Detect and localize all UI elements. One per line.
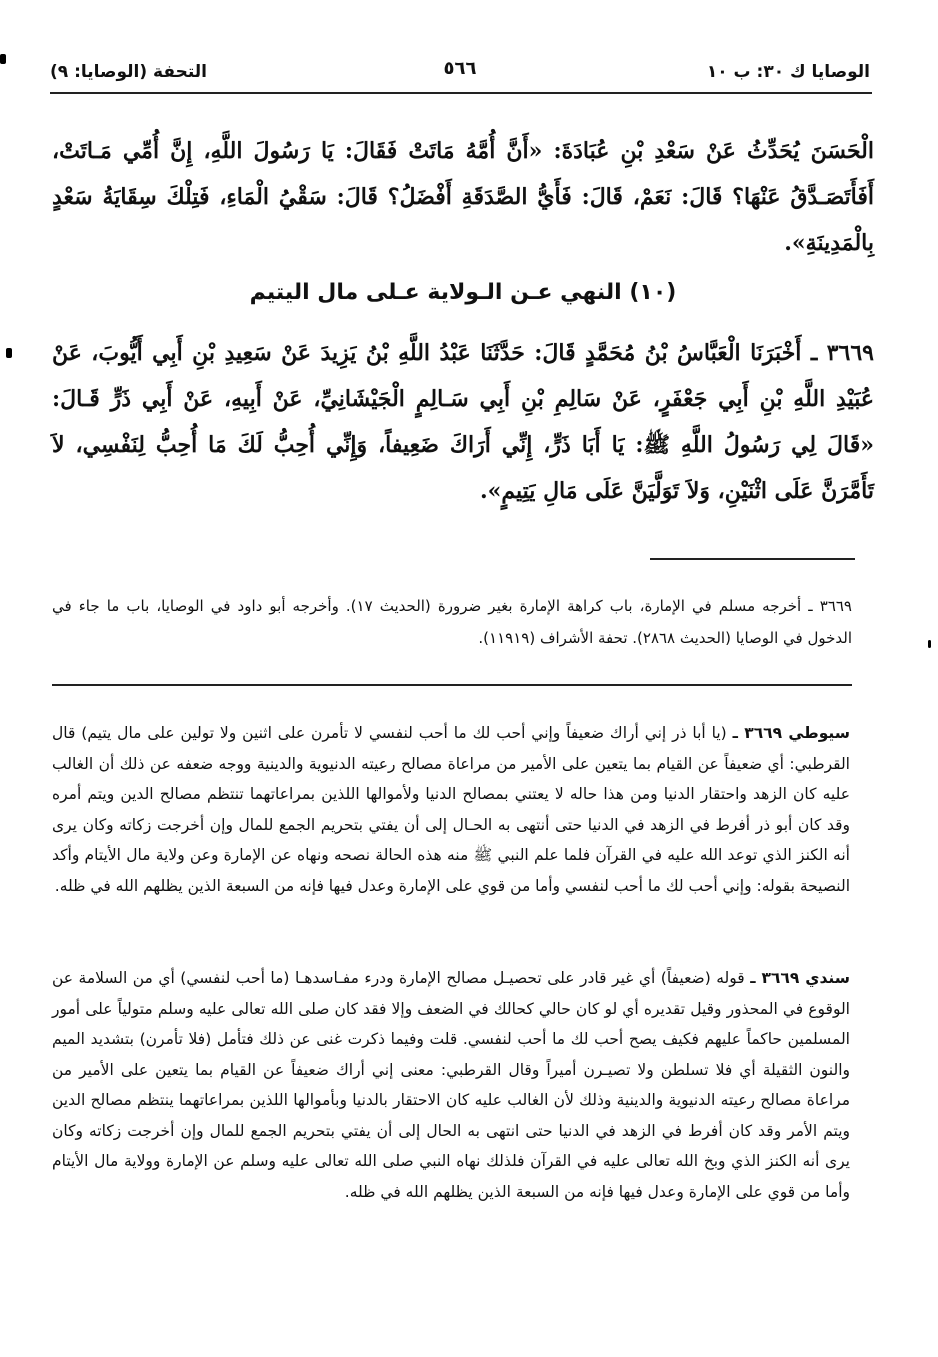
footnote-takhrij: ٣٦٦٩ ـ أخرجه مسلم في الإمارة، باب كراهة الإمارة بغير ضرورة (الحديث ١٧). وأخرجه أبو داود في الوصايا، باب ما جاء في الدخول في الوصايا (الحديث ٢٨٦٨). تحفة الأشراف (١١٩١٩). [52,597,852,647]
commentary-separator [52,684,852,686]
page-header [50,58,870,88]
page-number: ٥٦٦ [443,58,477,79]
scan-margin-mark [928,640,931,648]
section-title: (١٠) النهي عـن الـولاية عـلى مال اليتيم [249,280,677,305]
commentary-suyuti [52,718,850,901]
commentary-suyuti-text: (يا أبا ذر إني أراك ضعيفاً وإني أحب لك ما أحب لنفسي لا تأمرن على اثنين ولا تولين على مال يتيم) قال القرطبي: أي ضعيفاً عن القيام بما يتعين على الأمير من مراعاة مصالح رعيته الدنيوية والدينية ووجه ضعفه عن ذلك أن الغالب عليه كان الزهد واحتقار الدنيا ومن هذا حاله لا يعتني بمصالح الدنيا ولأموالها اللذين بمراعاتهما تنتظم مصالح الدين ويتم أمره وقد كان أبو ذر أفرط في الزهد في الدنيا حتى أنتهى به الحـال إلى أن يفتي بتحريم الجمع للمال وإن أخرجت زكاته وكان يرى أنه الكنز الذي توعد الله عليه في القرآن فلما علم النبي ﷺ منه هذه الحالة نصحه ونهاه عن الإمارة وعن ولاية مال الأيتام وأكد النصيحة بقوله: وإني أحب لك ما أحب لنفسي وأما من قوي على الإمارة وعدل فيها فإنه من السبعة الذين يظلهم الله في ظله. [52,724,850,895]
header-chapter-ref: الوصايا ك ٣٠: ب ١٠ [706,62,870,82]
footnote-separator [650,558,855,560]
scan-margin-mark [0,54,6,64]
hadith-continuation: الْحَسَنَ يُحَدِّثُ عَنْ سَعْدِ بْنِ عُبَادَةَ: «أَنَّ أُمَّهُ مَاتَتْ فَقَالَ: يَا رَسُولَ اللَّهِ، إِنَّ أُمِّي مَـاتَتْ، أَفَأَتَصَـدَّقُ عَنْهَا؟ قَالَ: نَعَمْ، قَالَ: فَأَيُّ الصَّدَقَةِ أَفْضَلُ؟ قَالَ: سَقْيُ الْمَاءِ، فَتِلْكَ سِقَايَةُ سَعْدٍ بِالْمَدِينَةِ». [52,138,874,256]
commentary-sindi-text: قوله (ضعيفاً) أي غير قادر على تحصيـل مصالح الإمارة ودرء مفـاسدهـا (ما أحب لنفسي) أي من السلامة عن الوقوع في المحذور وقيل تقديره أي لو كان حالي كحالك في الضعف وإلا فقد كان صلى الله تعالى عليه وسلم متولياً على أمور المسلمين حاكماً عليهم فكيف يصح أحب لك ما أحب لنفسي. قلت وفيما ذكرت غنى عن ذلك فتأمل (فلا تأمرن) بتشديد الميم والنون الثقيلة أي فلا تسلطن ولا تصيـرن أميراً وقال القرطبي: معنى إني أراك ضعيفاً عن القيام بما يتعين على الأمير من مراعاة مصالح رعيته الدنيوية والدينية وذلك لأن الغالب عليه كان الاحتقار بالدنيا وبأموالها اللذين بمراعاتهما ينتظم مصالح الدين ويتم الأمر وقد كان أفرط في الزهد في الدنيا حتى انتهى به الحال إلى أن يفتي بتحريم الجمع للمال وإن أخرجت زكاته وكان يرى أنه الكنز الذي وبخ الله تعالى عليه في القرآن فلذلك نهاه النبي صلى الله تعالى عليه وسلم عن الإمارة وولاية مال الأيتام وأما من قوي على الإمارة وعدل فيها فإنه من السبعة الذين يظلهم الله في ظله. [52,969,850,1201]
scan-margin-mark [6,348,12,358]
header-rule [50,92,872,94]
commentary-sindi-label: سندي ٣٦٦٩ ـ [750,969,850,987]
commentary-suyuti-label: سيوطي ٣٦٦٩ ـ [732,724,850,742]
hadith-3669: ٣٦٦٩ ـ أَخْبَرَنَا الْعَبَّاسُ بْنُ مُحَمَّدٍ قَالَ: حَدَّثَنَا عَبْدُ اللَّهِ بْنُ يَزِيدَ عَنْ سَعِيدِ بْنِ أَبِي أَيُّوبَ، عَنْ عُبَيْدِ اللَّهِ بْنِ أَبِي جَعْفَرٍ، عَنْ سَالِمِ بْنِ أَبِي سَـالِمٍ الْجَيْشَانِيِّ، عَنْ أَبِيهِ، عَنْ أَبِي ذَرٍّ قَـالَ: «قَالَ لِي رَسُولُ اللَّهِ ﷺ: يَا أَبَا ذَرٍّ، إِنِّي أَرَاكَ ضَعِيفاً، وَإِنِّي أُحِبُّ لَكَ مَا أُحِبُّ لِنَفْسِي، لاَ تَأَمَّرَنَّ عَلَى اثْنَيْنِ، وَلاَ تَوَلَّيَنَّ عَلَى مَالِ يَتِيمٍ». [52,340,874,504]
commentary-sindi [52,963,850,1207]
header-tuhfa-ref: التحفة (الوصايا: ٩) [50,62,207,82]
